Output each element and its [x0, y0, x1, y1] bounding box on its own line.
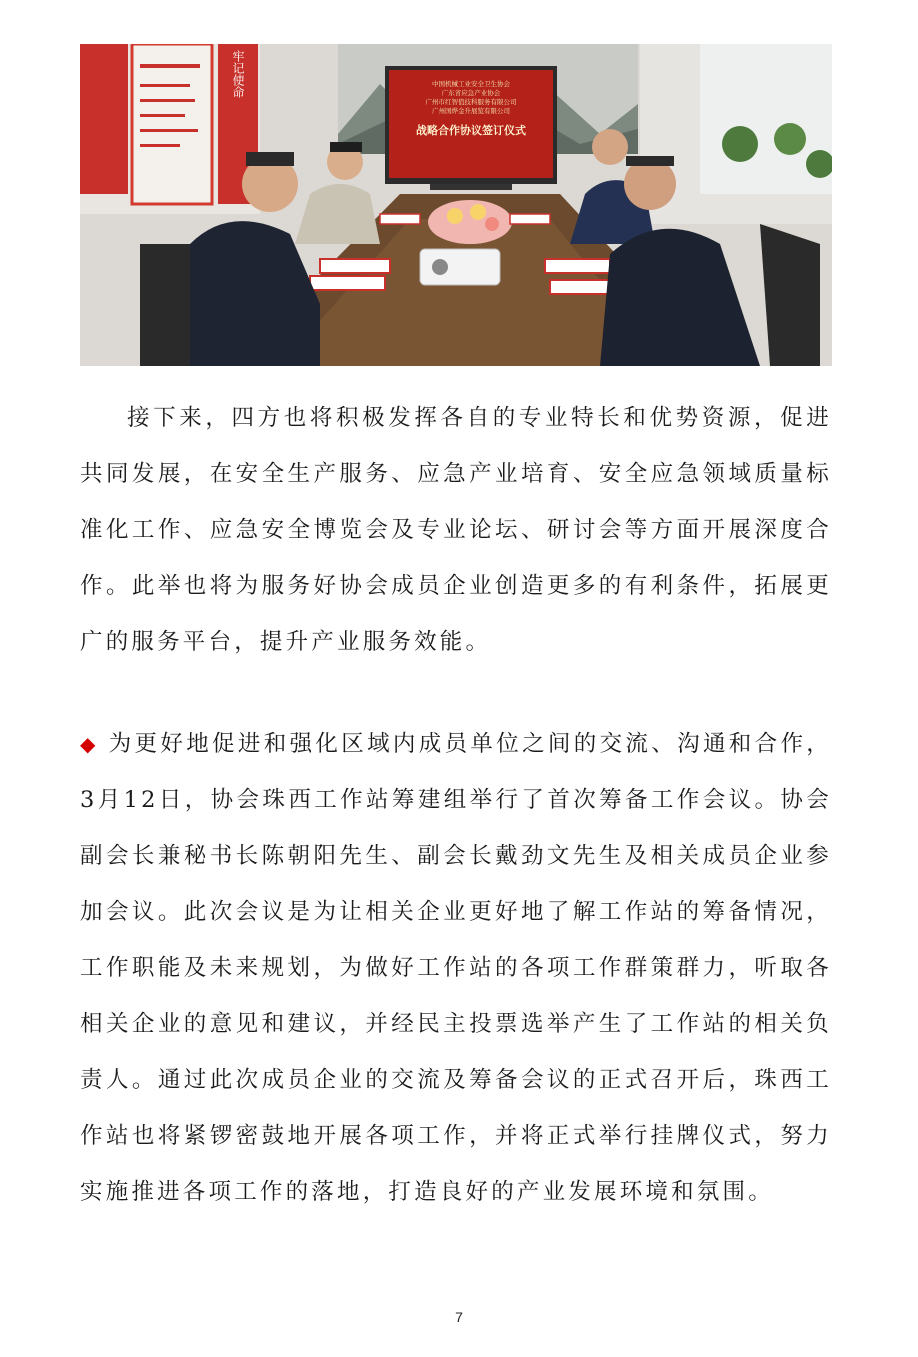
meeting-photo: [80, 44, 832, 366]
paragraph-cooperation: 接下来，四方也将积极发挥各自的专业特长和优势资源，促进共同发展，在安全生产服务、应急产业培育、安全应急领域质量标准化工作、应急安全博览会及专业论坛、研讨会等方面开展深度合作。此举也将为服务好协会成员企业创造更多的有利条件，拓展更广的服务平台，提升产业服务效能。: [80, 405, 832, 655]
screen-line-1: 中国机械工业安全卫生协会: [432, 80, 510, 88]
screen-line-2: 广东省应急产业协会: [441, 89, 501, 97]
signing-ceremony-illustration: [80, 44, 832, 366]
flower-arrangement: [428, 200, 512, 244]
red-banner-left: [80, 44, 128, 194]
paragraph-meeting-text: 为更好地促进和强化区域内成员单位之间的交流、沟通和合作，3月12日，协会珠西工作站筹建组举行了首次筹备工作会议。协会副会长兼秘书长陈朝阳先生、副会长戴劲文先生及相关成员企业参加会议。此次会议是为让相关企业更好地了解工作站的筹备情况，工作职能及未来规划，为做好工作站的各项工作群策群力，听取各相关企业的意见和建议，并经民主投票选举产生了工作站的相关负责人。通过此次成员企业的交流及筹备会议的正式召开后，珠西工作站也将紧锣密鼓地开展各项工作，并将正式举行挂牌仪式，努力实施推进各项工作的落地，打造良好的产业发展环境和氛围。: [80, 731, 832, 1205]
page-number: 7: [455, 1309, 463, 1325]
office-chair: [760, 224, 820, 366]
screen-title: 战略合作协议签订仪式: [416, 124, 526, 137]
screen-line-3: 广州市红智值技科服务有限公司: [425, 98, 517, 106]
banner-text: 牢记使命: [231, 50, 245, 98]
diamond-bullet-icon: ◆: [80, 732, 99, 756]
screen-line-4: 广州国烨金升展览有限公司: [432, 107, 510, 115]
paragraph-meeting: [80, 716, 832, 1220]
